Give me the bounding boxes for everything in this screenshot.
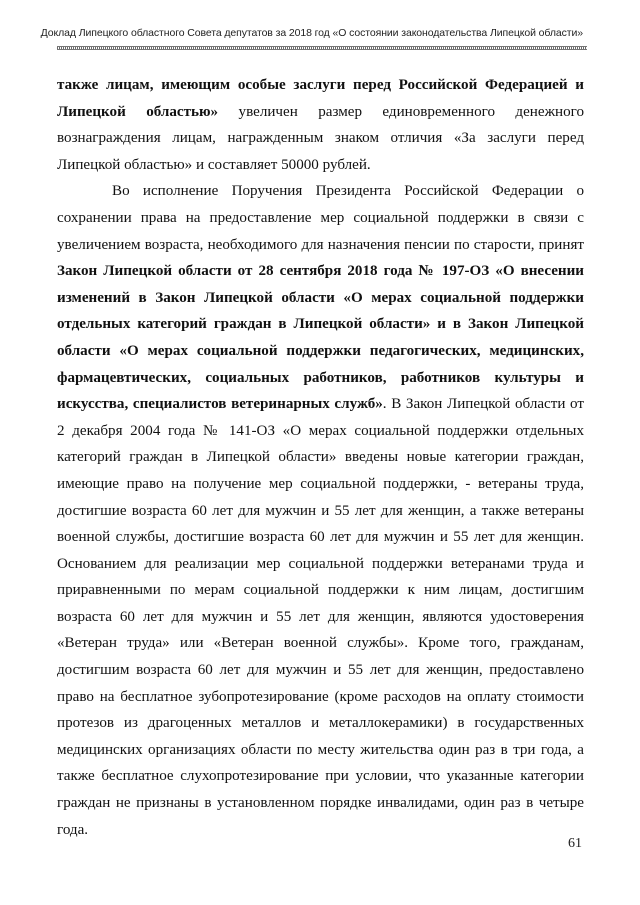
paragraph-2 bbox=[57, 178, 584, 843]
page-number: 61 bbox=[568, 836, 582, 851]
paragraph-2-intro: Во исполнение Поручения Президента Российской Федерации о сохранении права на предоставление мер социальной поддержки в связи с увеличением возраста, необходимого для назначения пенсии по старости, принят bbox=[57, 183, 584, 253]
running-header: Доклад Липецкого областного Совета депутатов за 2018 год «О состоянии законодательства Липецкой области» bbox=[40, 27, 583, 39]
header-rule bbox=[57, 46, 587, 50]
paragraph-1-rest: увеличен размер единовременного денежного вознаграждения лицам, награжденным знаком отличия «За заслуги перед Липецкой областью» и составляет 50000 рублей. bbox=[57, 103, 584, 173]
paragraph-1-bold-lead: также лицам, имеющим особые заслуги перед Российской Федерацией и Липецкой областью» bbox=[57, 77, 584, 120]
paragraph-2-rest: . В Закон Липецкой области от 2 декабря 2004 года № 141-ОЗ «О мерах социальной поддержки отдельных категорий граждан в Липецкой области» введены новые категории граждан, имеющие право на получение мер социальной поддержки, - ветераны труда, достигшие возраста 60 лет для мужчин и 55 лет для женщин, а также ветераны военной службы, достигшие возраста 60 лет для мужчин и 55 лет для женщин. Основанием для реализации мер социальной поддержки ветеранами труда и приравненными по мерам социальной поддержки к ним лицам, достигшим возраста 60 лет для мужчин и 55 лет для женщин, являются удостоверения «Ветеран труда» или «Ветеран военной службы». Кроме того, гражданам, достигшим возраста 60 лет для мужчин и 55 лет для женщин, предоставлено право на бесплатное зубопротезирование (кроме расходов на оплату стоимости протезов из драгоценных металлов и металлокерамики) в государственных медицинских организациях области по месту жительства один раз в три года, а также бесплатное слухопротезирование при условии, что указанные категории граждан не признаны в установленном порядке инвалидами, один раз в четыре года. bbox=[57, 396, 585, 838]
paragraph-1 bbox=[57, 72, 584, 178]
body-text bbox=[57, 72, 584, 843]
paragraph-2-law-title: Закон Липецкой области от 28 сентября 2018 года № 197-ОЗ «О внесении изменений в Закон Липецкой области «О мерах социальной поддержки отдельных категорий граждан в Липецкой области» и в Закон Липецкой области «О мерах социальной поддержки педагогических, медицинских, фармацевтических, социальных работников, работников культуры и искусства, специалистов ветеринарных служб» bbox=[57, 263, 584, 413]
